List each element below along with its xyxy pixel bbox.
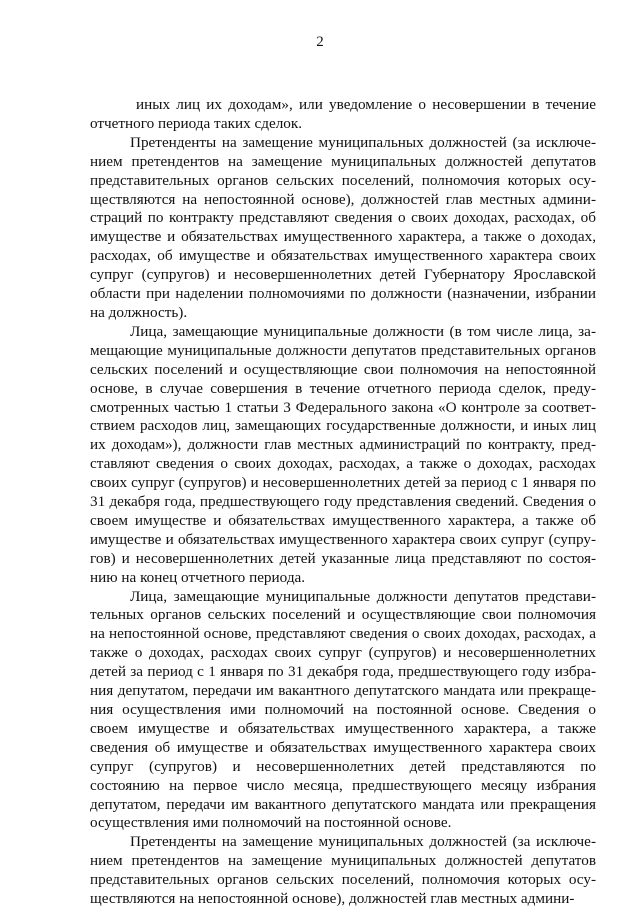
paragraph-continuation: иных лиц их доходам», или уведомление о несовершении в течение отчетного периода таких сделок.: [90, 96, 596, 132]
document-body: [90, 96, 596, 909]
paragraph-deputies-submission: Лица, замещающие муниципальные должности депутатов представительных органов сельских поселений и осуществляющие свои полномочия на непостоянной основе, представляют сведения о своих доходах, расходах, а также о доходах, расходах своих супруг (супругов) и несовершеннолетних детей за период с 1 января по 31 декабря года, предшествующего году избрания депутатом, передачи им вакантного депутатского мандата или прекращения осуществления ими полномочий на постоянной основе. Сведения о своем имуществе и обязательствах имущественного характера, а также сведения об имуществе и обязательствах имущественного характера своих супруг (супругов) и несовершеннолетних детей представляются по состоянию на первое число месяца, предшествующего месяцу избрания депутатом, передачи им вакантного депутатского мандата или прекращения осуществления ими полномочий на постоянной основе.: [90, 587, 596, 832]
paragraph-candidates-submission: Претенденты на замещение муниципальных должностей (за исключением претендентов на замещение муниципальных должностей депутатов представительных органов сельских поселений, полномочия которых осуществляются на непостоянной основе), должностей глав местных администраций по контракту представляют сведения о своих доходах, расходах, об имуществе и обязательствах имущественного характера, а также о доходах, расходах, об имуществе и обязательствах имущественного характера своих супруг (супругов) и несовершеннолетних детей Губернатору Ярославской области при наделении полномочиями по должности (назначении, избрании на должность).: [90, 133, 596, 321]
paragraph-candidates-continued: Претенденты на замещение муниципальных должностей (за исключением претендентов на замещение муниципальных должностей депутатов представительных органов сельских поселений, полномочия которых осуществляются на непостоянной основе), должностей глав местных админи-: [90, 833, 596, 908]
page-number: 2: [316, 34, 324, 50]
paragraph-officials-submission: Лица, замещающие муниципальные должности (в том числе лица, замещающие муниципальные должности депутатов представительных органов сельских поселений и осуществляющие свои полномочия на непостоянной основе, в случае совершения в течение отчетного периода сделок, предусмотренных частью 1 статьи 3 Федерального закона «О контроле за соответствием расходов лиц, замещающих государственные должности, и иных лиц их доходам»), должности глав местных администраций по контракту, представляют сведения о своих доходах, расходах, а также о доходах, расходах своих супруг (супругов) и несовершеннолетних детей за период с 1 января по 31 декабря года, предшествующего году представления сведений. Сведения о своем имуществе и обязательствах имущественного характера, а также об имуществе и обязательствах имущественного характера своих супруг (супругов) и несовершеннолетних детей указанные лица представляют по состоянию на конец отчетного периода.: [90, 322, 596, 586]
